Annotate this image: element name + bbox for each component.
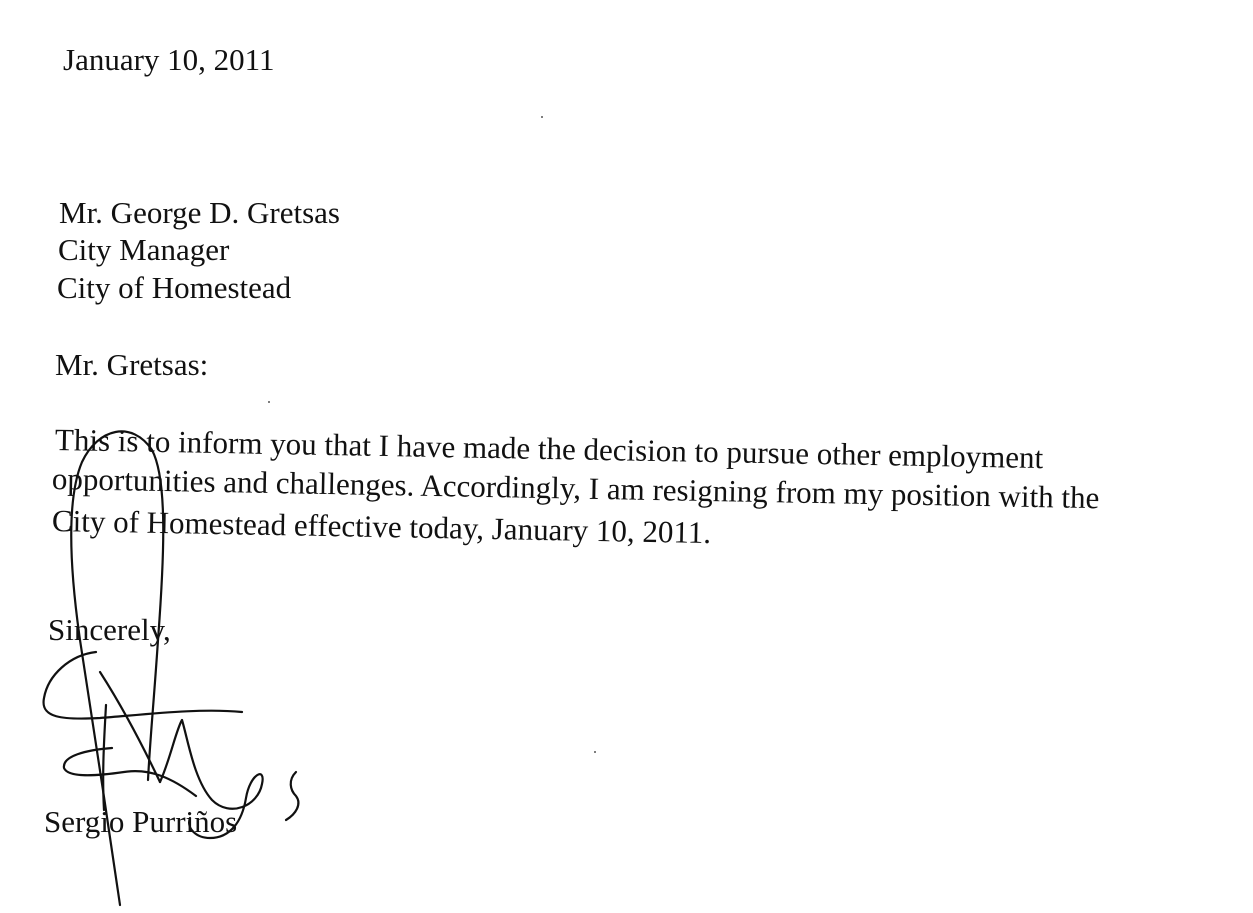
scan-speck bbox=[541, 116, 543, 118]
recipient-name: Mr. George D. Gretsas bbox=[59, 195, 340, 230]
signer-name: Sergio Purriños bbox=[44, 804, 238, 839]
recipient-organization: City of Homestead bbox=[57, 270, 292, 305]
letter-date: January 10, 2011 bbox=[63, 42, 275, 77]
scan-speck bbox=[268, 401, 270, 403]
body-line: This is to inform you that I have made the decision to pursue other employment bbox=[54, 422, 1044, 476]
signature-stroke bbox=[64, 748, 196, 796]
signature-stroke bbox=[103, 705, 106, 810]
closing: Sincerely, bbox=[48, 612, 171, 647]
signature-stroke bbox=[44, 652, 242, 719]
recipient-title: City Manager bbox=[58, 232, 230, 267]
body-line: opportunities and challenges. Accordingly, I am resigning from my position with the bbox=[51, 461, 1100, 516]
salutation: Mr. Gretsas: bbox=[55, 347, 209, 382]
scan-speck bbox=[594, 751, 596, 753]
signature-stroke bbox=[100, 672, 160, 782]
signature-stroke bbox=[286, 772, 298, 820]
body-line: City of Homestead effective today, January 10, 2011. bbox=[51, 503, 712, 551]
